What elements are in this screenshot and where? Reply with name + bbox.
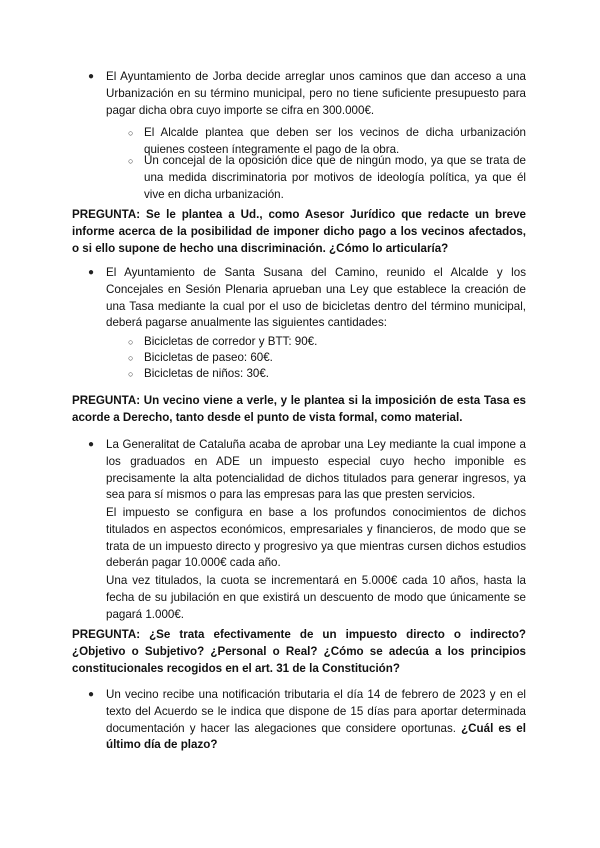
circle-bullet-icon: ○: [128, 156, 134, 166]
section2-question: PREGUNTA: Un vecino viene a verle, y le plantea si la imposición de esta Tasa es acorde a Derecho, tanto desde el punto de vista formal, como material.: [72, 394, 526, 424]
bullet-icon: ●: [88, 689, 95, 700]
section2-subpoint-2: Bicicletas de paseo: 60€.: [144, 351, 273, 364]
section4-question: ¿Cuál es el último día de plazo?: [106, 721, 526, 752]
section2-intro: El Ayuntamiento de Santa Susana del Camino, reunido el Alcalde y los Concejales en Sesión Plenaria aprueban una Ley que establece la creación de una Tasa mediante la cual por el uso de bicicletas dentro del término municipal, deberá pagarse anualmente las siguientes cantidades:: [106, 266, 526, 330]
section2-subpoint-1: Bicicletas de corredor y BTT: 90€.: [144, 335, 318, 348]
section1-intro: El Ayuntamiento de Jorba decide arreglar unos caminos que dan acceso a una Urbanización en su término municipal, pero no tiene suficiente presupuesto para pagar dicha obra cuyo importe se cifra en 300.000€.: [106, 70, 526, 117]
section1-question: PREGUNTA: Se le plantea a Ud., como Asesor Jurídico que redacte un breve informe acerca de la posibilidad de imponer dicho pago a los vecinos afectados, o si ello supone de hecho una discriminación. ¿Cómo lo articularía?: [72, 208, 526, 255]
section4-paragraph: [106, 687, 526, 754]
section3-intro: La Generalitat de Cataluña acaba de aprobar una Ley mediante la cual impone a los graduados en ADE un impuesto especial cuyo hecho imponible es precisamente la alta potencialidad de dichos titulados para generar ingresos, ya sea para sí mismos o para las empresas para las que presten servicios.: [106, 438, 526, 502]
section3-paragraph-3: Una vez titulados, la cuota se incrementará en 5.000€ cada 10 años, hasta la fecha de su jubilación en que existirá un descuento de modo que únicamente se pagará 1.000€.: [106, 574, 526, 621]
bullet-icon: ●: [88, 71, 95, 82]
circle-bullet-icon: ○: [128, 128, 134, 138]
circle-bullet-icon: ○: [128, 369, 134, 379]
circle-bullet-icon: ○: [128, 353, 134, 363]
circle-bullet-icon: ○: [128, 337, 134, 347]
bullet-icon: ●: [88, 267, 95, 278]
section2-subpoint-3: Bicicletas de niños: 30€.: [144, 367, 270, 380]
section1-subpoint-2: Un concejal de la oposición dice que de ningún modo, ya que se trata de una medida discriminatoria por motivos de ideología política, ya que él vive en dicha urbanización.: [144, 154, 526, 201]
section4-intro: Un vecino recibe una notificación tributaria el día 14 de febrero de 2023 y en el texto del Acuerdo se le indica que dispone de 15 días para aportar determinada documentación y hacer las alegaciones que considere oportunas.: [106, 688, 526, 735]
bullet-icon: ●: [88, 439, 95, 450]
section3-question: PREGUNTA: ¿Se trata efectivamente de un impuesto directo o indirecto? ¿Objetivo o Subjetivo? ¿Personal o Real? ¿Cómo se adecúa a los principios constitucionales recogidos en el art. 31 de la Constitución?: [72, 628, 526, 675]
section3-paragraph-2: El impuesto se configura en base a los profundos conocimientos de dichos titulados en aspectos económicos, empresariales y financieros, de modo que se trata de un impuesto directo y progresivo ya que mientras cursen dichos estudios deberán pagar 10.000€ cada año.: [106, 506, 526, 570]
section1-subpoint-1: El Alcalde plantea que deben ser los vecinos de dicha urbanización quienes costeen íntegramente el pago de la obra.: [144, 126, 526, 156]
